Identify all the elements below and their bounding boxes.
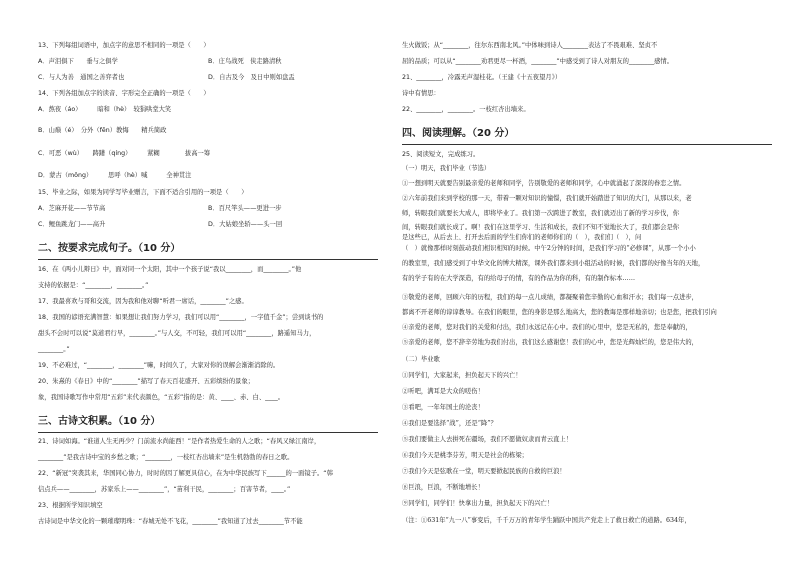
- song-line-4: ④我们是要选择“战”，还是“降”？: [402, 420, 497, 427]
- section-3-heading: 三、古诗文积累。（10 分）: [38, 416, 161, 427]
- q16-line1: 16、在《两小儿辩日》中，面对同一个太阳，其中一个孩子说“我以________，而________。”他: [38, 266, 302, 273]
- passage-line-6: （ ）就像那样时刻鼓动我们相识相知的时候。中午2分钟的时间，是我们学习的“必修课”，从那一个小小: [402, 245, 696, 252]
- q20-line1: 20、朱熹的《春日》中的“________”描写了春天百花盛开、五彩缤纷的景象；: [38, 378, 255, 385]
- q23-stem: 23、根据所学知识填空: [38, 502, 103, 509]
- song-line-2: ②听吧，满耳是大众的嗟伤！: [402, 388, 484, 395]
- section-4-heading: 四、阅读理解。（20 分）: [402, 128, 515, 139]
- q14-option-b: B．山巅（é） 分外（fēn）教悔 精兵简政: [38, 127, 167, 134]
- q13-option-d: D．自古及今 及日中则如盘盂: [208, 74, 295, 81]
- passage-line-12: ⑤亲爱的老师，您不辞辛劳地为我们付出，我们这么感谢您！我们的心中，您是光辉灿烂的，您是伟大的，: [402, 339, 698, 346]
- passage-line-11: ④亲爱的老师，您对我们的关爱和付出，我们永远记在心中。我们的心里中，您是无私的，您是奉献的，: [402, 324, 692, 331]
- q18-line3: ________。”: [38, 346, 70, 353]
- q22-line1: 22、“新冠”突袭其来，华国同心协力，时时的因了解更具信心，在为中华民族写下______的一面镜子。“韩: [38, 470, 333, 477]
- song-line-8: ⑧巨浪，巨浪，不断地增长！: [402, 484, 484, 491]
- q15-option-c: C．鲤鱼跳龙门——高升: [38, 221, 106, 228]
- q18-line2: 甜头不会时可以说“莫道君行早，________。”与人交，不可轻，我们可以用“________，路遥知马力，: [38, 330, 316, 337]
- passage2-title: （二）毕业歌: [402, 356, 440, 363]
- passage1-title: （一）明天，我们毕业（节选）: [402, 165, 491, 172]
- passage-line-3: 师，转眼我们就要长大成人，即将毕业了。我们第一次跨进了教室，我们就迈出了新的学习步伐，你: [402, 210, 680, 217]
- passage-line-9: ③敬爱的老师，回顾六年的历程，我们的每一点儿成绩，都凝聚着您辛勤的心血和汗水；我们每一点进步，: [402, 294, 698, 301]
- section-2-heading: 二、按要求完成句子。（10 分）: [38, 243, 181, 254]
- q15-option-d: D．大姑娘坐轿——头一回: [208, 221, 283, 228]
- q18-line1: 18、我国的谚语充满智慧：如果想让我们努力学习，我们可以用“________，一字值千金”；尝到谈书的: [38, 314, 324, 321]
- song-line-5: ⑤我们要做主人去拼死在疆场，我们不愿做奴隶而青云直上！: [402, 436, 573, 443]
- section-2-divider: [38, 259, 378, 260]
- r-line5: 22、________，________。一枝红杏出墙来。: [402, 106, 530, 113]
- q16-line2: 支持的依据是：“________，________。”: [38, 282, 149, 289]
- q15-option-a: A．芝麻开花——节节高: [38, 205, 106, 212]
- r-line4: 诗中有情思：: [402, 90, 440, 97]
- q14-option-c: C．可恶（wù） 踌躇（qíng） 紧糊 拔高一筹: [38, 150, 211, 157]
- song-line-3: ③看吧，一年年国土的沦丧！: [402, 404, 484, 411]
- q14-option-d: D．蒙古（mǒng） 思呼（hè）喊 全神贯注: [38, 172, 192, 179]
- q13-option-a: A．声泪俱下 垂与之俱学: [38, 58, 118, 65]
- q22-line2: 信点兵——________，苏家乐上——________”，“苗利干民，________；百害节者，____。”: [38, 486, 291, 493]
- section-3-divider: [38, 432, 378, 433]
- q13-option-c: C．与人为善 通国之善弈者也: [38, 74, 125, 81]
- passage-line-2: ②六年前我们来到学校的那一天，带着一颗对知识的憧憬，我们就开始踏进了知识的大门，从那以来，老: [402, 195, 692, 202]
- passage-line-4: 间，转眼我们就长成了。啊！我们在这里学习、生活和成长，我们不知不觉地长大了，我们都会是你: [402, 224, 680, 231]
- passage-line-1: ①一想到明天就要告别最亲爱的老师和同学，告别敬爱的老师和同学，心中就涌起了深深的眷恋之情。: [402, 180, 686, 187]
- passage-line-10: 都离不开老师的谆谆教导。在我们的眼里，您的身影是那么地高大，您的教诲是那样地亲切；也是您，把我们引向: [402, 309, 717, 316]
- q21-line2: ________”是我古诗中宝的乡愁之歌；“________，一枝红杏出墙来”是生机勃勃的春日之歌。: [38, 454, 294, 461]
- q23-line: 古诗词是中华文化的一颗璀璨明珠：“春城无处不飞花，________”我知道了过去________节不能: [38, 518, 303, 525]
- section-4-divider: [402, 144, 772, 145]
- q14-stem: 14、下列各组加点字的读音、字形完全正确的一项是（ ）: [38, 90, 210, 97]
- song-line-7: ⑦我们今天是弦歌在一堂，明天要掀起民族的自救的巨浪！: [402, 468, 566, 475]
- footnote: （注：①631年“九一八”事变后，千千万万的青年学生踊跃中国共产党走上了救日救亡的道路。634年，: [402, 517, 691, 524]
- q13-stem: 13、下列每组词语中，加点字的意思不相同的一项是（ ）: [38, 42, 210, 49]
- song-line-1: ①同学们，大家起来，担负起天下的兴亡！: [402, 372, 522, 379]
- q15-stem: 15、毕业之际，如果为同学写毕业赠言，下面不适合引用的一项是（ ）: [38, 189, 248, 196]
- q15-option-b: B．百尺竿头——更进一步: [208, 205, 282, 212]
- song-line-6: ⑥我们今天是桃李芬芳，明天是社会的栋梁；: [402, 452, 528, 459]
- q21-line1: 21、诗词如海。“谁道人生无再少？门前流水尚能西！”是作者热爱生命的人之歌；“春风又绿江南岸，: [38, 438, 321, 445]
- q25-intro: 25、阅读短文，完成练习。: [402, 151, 480, 158]
- r-line1: 生火做饭；从“________，往尔东西南北风。”中体味到诗人________表达了不畏艰难、坚贞不: [402, 42, 658, 49]
- passage-line-8: 有的学子有的在大学深造，有的给母子的情，有的作品为你的科，有的制作标本……: [402, 275, 635, 282]
- passage-line-7: 的教室里，我们感受到了中华文化的博大精深，课外我们都来到小组活动的时候，我们都的好像当年的天地，: [402, 260, 705, 267]
- q13-option-b: B．庄鸟战死 侠走路清秋: [208, 58, 282, 65]
- r-line3: 21、________，冷露无声湿桂花。（王建《十五夜望月》）: [402, 74, 562, 81]
- q19-line: 19、不必难过，“________，________”嘛，时间久了，大家对你的误解会渐渐消除的。: [38, 362, 280, 369]
- song-line-9: ⑨同学们，同学们！快拿出力量，担负起天下的兴亡！: [402, 500, 554, 507]
- r-line2: 屈的品质；可以从“________劝君更尽一杯酒，________”中感受到了诗人对朋友的________感情。: [402, 58, 673, 65]
- q14-option-a: A．熬夜（áo） 暗和（hè） 较狷哄堂大笑: [38, 106, 172, 113]
- q17-line: 17、我最喜欢与哥和交流，因为我和他对聊“听君一席话，________”之感。: [38, 298, 248, 305]
- passage-line-5: 是这些已，从后去上、打开去后面的学生们你们的老师你们的（ ），我们们（ ），问: [402, 234, 642, 241]
- q20-line3: 象，我国诗歌写作中常用“五彩”来代表颜色，“五彩”指的是：黄、____、赤、白、____。: [38, 394, 285, 401]
